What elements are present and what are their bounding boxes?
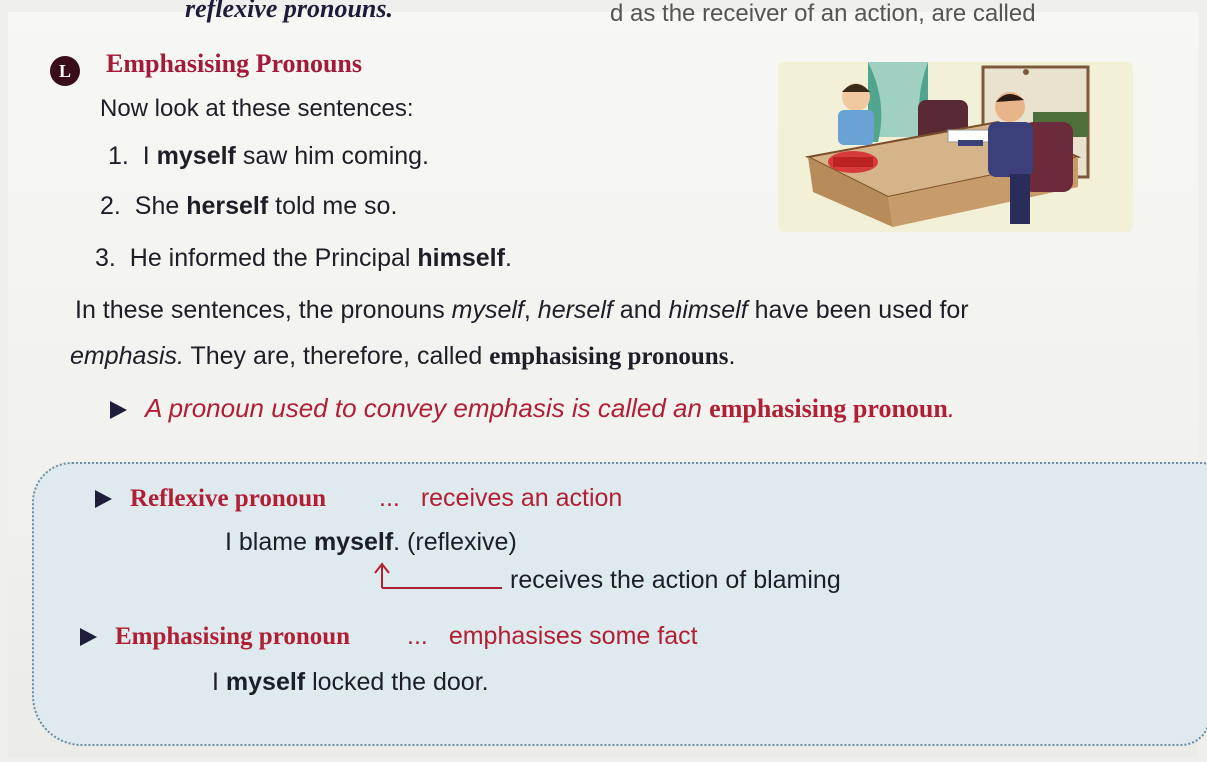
section-heading: Emphasising Pronouns bbox=[106, 49, 363, 78]
triangle-bullet-icon bbox=[110, 401, 127, 419]
reflexive-example: I blame myself. (reflexive) bbox=[225, 528, 517, 556]
arrow-note: receives the action of blaming bbox=[510, 566, 841, 594]
example-2: 2. She herself told me so. bbox=[100, 192, 398, 220]
top-cut-text-right: d as the receiver of an action, are called bbox=[610, 0, 1036, 27]
triangle-bullet-icon bbox=[95, 490, 112, 508]
office-desk-illustration bbox=[778, 62, 1133, 232]
example-1: 1. I myself saw him coming. bbox=[108, 142, 430, 170]
example-3: 3. He informed the Principal himself. bbox=[95, 244, 512, 272]
emphasising-row: Emphasising pronoun ... emphasises some fact bbox=[80, 622, 698, 651]
triangle-bullet-icon bbox=[80, 628, 97, 646]
definition-rule: A pronoun used to convey emphasis is called an emphasising pronoun. bbox=[110, 393, 955, 424]
emphasising-example: I myself locked the door. bbox=[212, 668, 489, 696]
explanation-line-2: emphasis. They are, therefore, called emphasising pronouns. bbox=[70, 342, 736, 370]
reflexive-row: Reflexive pronoun ... receives an action bbox=[95, 484, 622, 513]
top-cut-text-left: reflexive pronouns. bbox=[185, 0, 393, 23]
intro-text: Now look at these sentences: bbox=[100, 95, 414, 122]
arrow-up-icon bbox=[372, 560, 512, 594]
section-badge: L bbox=[50, 56, 80, 86]
explanation-line-1: In these sentences, the pronouns myself, herself and himself have been used for bbox=[75, 296, 969, 324]
